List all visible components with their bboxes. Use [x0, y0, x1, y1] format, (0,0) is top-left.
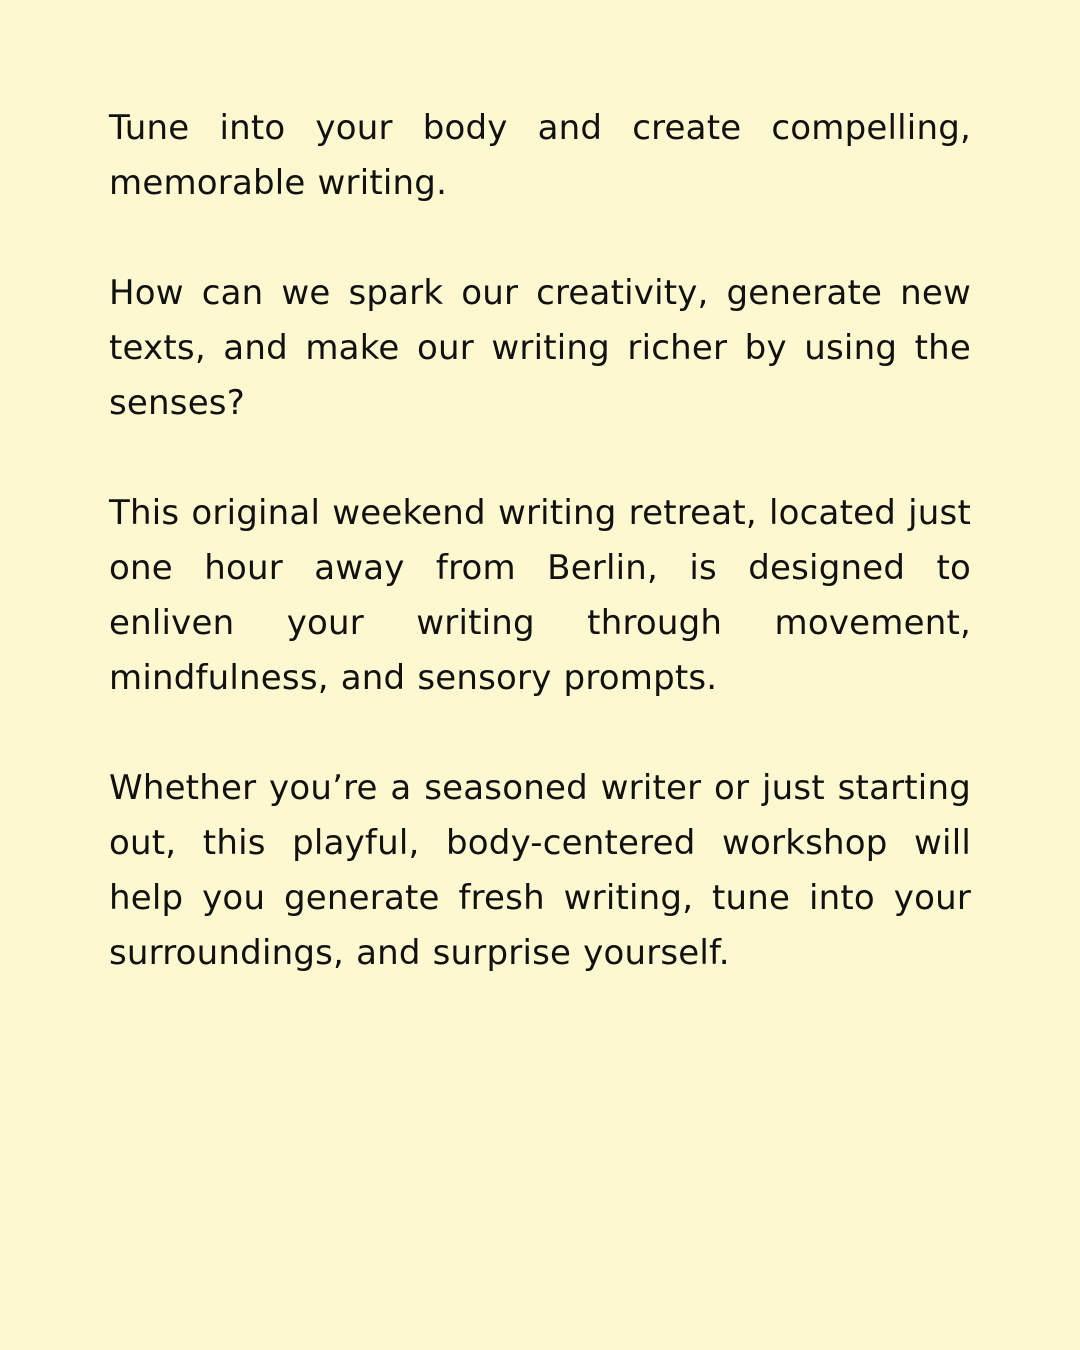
audience-paragraph: Whether you’re a seasoned writer or just starting out, this playful, body-centered workshop will help you generate fresh writing, tune into your surroundings, and surprise yourself. — [109, 768, 971, 973]
retreat-location-paragraph: This original weekend writing retreat, located just one hour away from Berlin, is designed to enliven your writing through movement, mindfulness, and sensory prompts. — [109, 493, 971, 698]
intro-paragraph: Tune into your body and create compelling, memorable writing. — [109, 108, 971, 203]
senses-question-paragraph: How can we spark our creativity, generate new texts, and make our writing richer by using the senses? — [109, 273, 971, 423]
retreat-description — [109, 101, 971, 981]
